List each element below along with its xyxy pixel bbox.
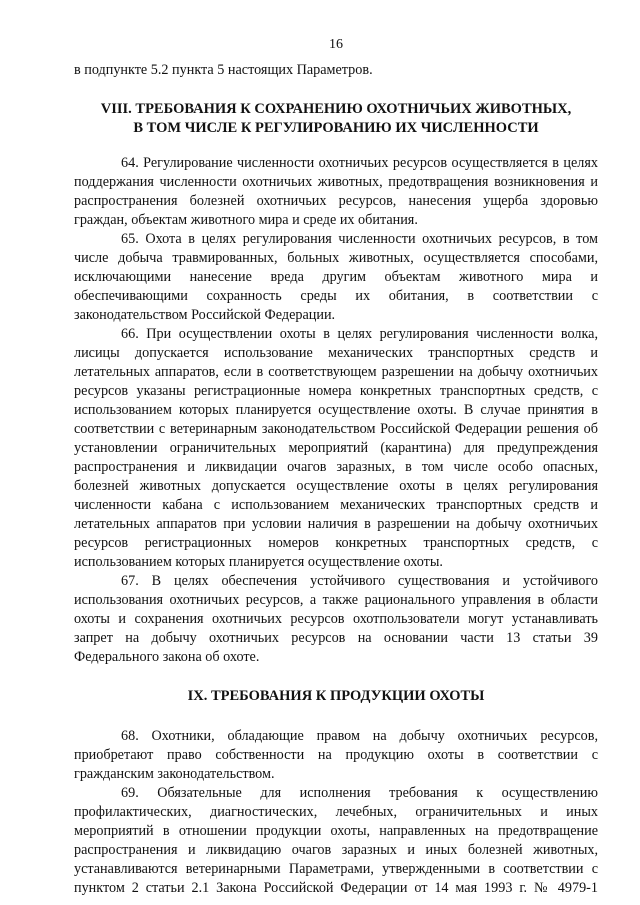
paragraph-69: 69. Обязательные для исполнения требования к осуществлению профилактических, диагностических, лечебных, ограничительных и иных мероприятий в отношении продукции охоты, направленных на предотвращение распространения и ликвидацию очагов заразных и иных болезней животных, устанавливаются ветеринарными Параметрами, утвержденными в соответствии с пунктом 2 статьи 2.1 Закона Российской Федерации от 14 мая 1993 г. № 4979-1 [74,785,598,896]
section-8-title-line-2: В ТОМ ЧИСЛЕ К РЕГУЛИРОВАНИЮ ИХ ЧИСЛЕННОСТИ [133,120,539,136]
paragraph-66: 66. При осуществлении охоты в целях регулирования численности волка, лисицы допускается использование механических транспортных средств и летательных аппаратов, если в соответствующем разрешении на добычу охотничьих ресурсов указаны регистрационные номера конкретных транспортных средств, с использованием которых планируется осуществление охоты. В случае принятия в соответствии с ветеринарным законодательством Российской Федерации решения об установлении ограничительных мероприятий (карантина) для предупреждения распространения и ликвидации очагов заразных, в том числе особо опасных, болезней животных допускается осуществление охоты в целях регулирования численности кабана с использованием механических транспортных средств и летательных аппаратов при условии наличия в разрешении на добычу охотничьих ресурсов регистрационных номеров конкретных транспортных средств, с использованием которых планируется осуществление охоты. [74,326,598,570]
section-8-heading [74,100,598,138]
paragraph-65: 65. Охота в целях регулирования численности охотничьих ресурсов, в том числе добыча травмированных, больных животных, осуществляется способами, исключающими нанесение вреда другим объектам животного мира и обеспечивающими сохранность среды их обитания, в соответствии с законодательством Российской Федерации. [74,231,598,323]
document-page [74,36,598,898]
paragraph-67: 67. В целях обеспечения устойчивого существования и устойчивого использования охотничьих ресурсов, а также рационального управления в области охоты и сохранения охотничьих ресурсов охотпользователи могут устанавливать запрет на добычу охотничьих ресурсов на основании части 13 статьи 39 Федерального закона об охоте. [74,573,598,665]
intro-line: в подпункте 5.2 пункта 5 настоящих Параметров. [74,62,373,78]
paragraph-68: 68. Охотники, обладающие правом на добычу охотничьих ресурсов, приобретают право собственности на продукцию охоты в соответствии с гражданским законодательством. [74,728,598,782]
section-8-title-line-1: VIII. ТРЕБОВАНИЯ К СОХРАНЕНИЮ ОХОТНИЧЬИХ ЖИВОТНЫХ, [100,101,572,117]
page-number: 16 [329,37,343,52]
paragraph-64: 64. Регулирование численности охотничьих ресурсов осуществляется в целях поддержания численности охотничьих животных, предотвращения возникновения и распространения болезней охотничьих ресурсов, нанесения ущерба здоровью граждан, объектам животного мира и среде их обитания. [74,155,598,228]
section-9-heading: IX. ТРЕБОВАНИЯ К ПРОДУКЦИИ ОХОТЫ [187,688,485,704]
